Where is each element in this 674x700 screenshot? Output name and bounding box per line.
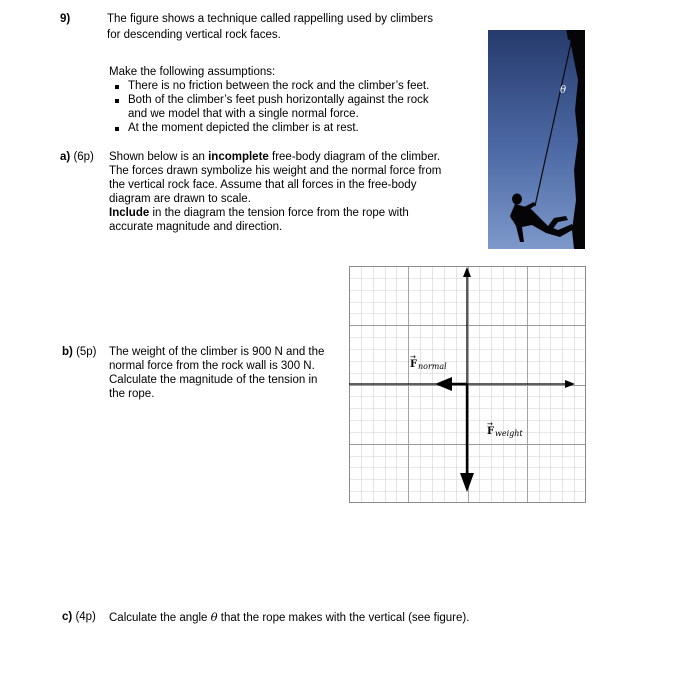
part-c-label (62, 611, 96, 624)
rappelling-photo (488, 30, 585, 249)
part-a-label (60, 151, 94, 164)
part-a-incomplete: incomplete (208, 151, 269, 163)
part-b-line-2: normal force from the rock wall is 300 N. (109, 360, 315, 372)
weight-force-subscript: weight (495, 429, 523, 438)
bullet-2: Both of the climber’s feet push horizontally against the rock (128, 94, 429, 106)
assumptions-heading: Make the following assumptions: (109, 66, 276, 78)
part-a-line-3: the vertical rock face. Assume that all forces in the free-body (109, 179, 417, 191)
part-a-line-1-post: free-body diagram of the climber. (268, 151, 441, 163)
bullet-3: At the moment depicted the climber is at rest. (128, 122, 359, 134)
part-a-line-1 (109, 151, 440, 164)
bullet-icon (115, 127, 119, 131)
part-b-letter: b) (62, 346, 73, 358)
weight-force-symbol: F (487, 426, 495, 437)
bullet-icon (115, 85, 119, 89)
part-b-label (62, 346, 97, 359)
question-number: 9) (60, 13, 71, 25)
vector-hat-icon: → (487, 420, 493, 428)
intro-line-2: for descending vertical rock faces. (107, 29, 281, 41)
part-a-line-1-pre: Shown below is an (109, 151, 209, 163)
part-b-points: (5p) (76, 346, 97, 358)
intro-line-1: The figure shows a technique called rappelling used by climbers (107, 13, 434, 25)
part-c-letter: c) (62, 611, 73, 623)
photo-theta-label: θ (560, 85, 567, 96)
part-a-include-rest: in the diagram the tension force from the rope with (149, 207, 409, 219)
part-b-line-3: Calculate the magnitude of the tension in (109, 374, 318, 386)
normal-force-subscript: normal (418, 362, 447, 371)
part-a-line-5 (109, 207, 409, 220)
part-c-text-pre: Calculate the angle (109, 612, 211, 624)
part-a-letter: a) (60, 151, 71, 163)
part-b-line-4: the rope. (109, 388, 155, 400)
part-a-line-6: accurate magnitude and direction. (109, 221, 283, 233)
part-a-points: (6p) (73, 151, 94, 163)
part-c-theta: θ (210, 610, 218, 624)
part-c-text (109, 611, 469, 625)
vector-hat-icon: → (410, 353, 416, 361)
part-b-line-1: The weight of the climber is 900 N and the (109, 346, 325, 358)
bullet-2-continued: and we model that with a single normal force. (128, 108, 359, 120)
part-a-include: Include (109, 207, 150, 219)
part-c-points: (4p) (75, 611, 96, 623)
bullet-1: There is no friction between the rock and the climber’s feet. (128, 80, 430, 92)
normal-force-symbol: F (410, 359, 418, 370)
part-a-line-2: The forces drawn symbolize his weight and the normal force from (109, 165, 442, 177)
free-body-diagram (349, 266, 586, 503)
bullet-icon (115, 99, 119, 103)
part-c-text-post: that the rope makes with the vertical (see figure). (217, 612, 470, 624)
part-a-line-4: diagram are drawn to scale. (109, 193, 251, 205)
